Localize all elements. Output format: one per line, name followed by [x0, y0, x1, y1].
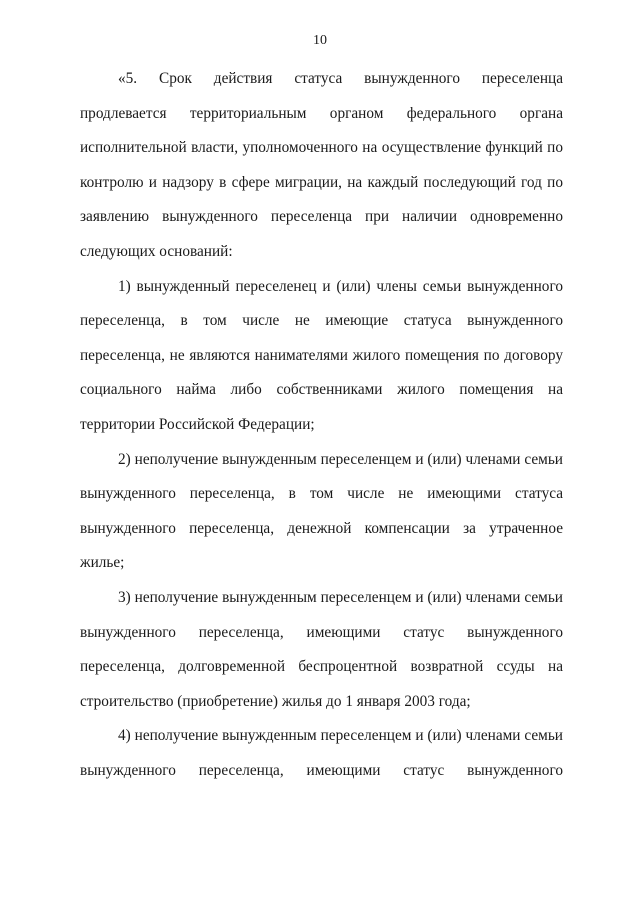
paragraph-item-4: 4) неполучение вынужденным переселенцем и (или) членами семьи вынужденного переселенца, имеющими статус вынужденного [80, 727, 563, 779]
page-number: 10 [313, 33, 327, 48]
document-body [80, 62, 563, 788]
paragraph-item-3: 3) неполучение вынужденным переселенцем и (или) членами семьи вынужденного переселенца, имеющими статус вынужденного переселенца, долговременной беспроцентной возвратной ссуды на строительство (приобретение) жилья до 1 января 2003 года; [80, 588, 563, 710]
paragraph-item-1: 1) вынужденный переселенец и (или) члены семьи вынужденного переселенца, в том числе не имеющие статуса вынужденного переселенца, не являются нанимателями жилого помещения по договору социального найма либо собственниками жилого помещения на территории Российской Федерации; [80, 277, 563, 433]
paragraph-item-2: 2) неполучение вынужденным переселенцем и (или) членами семьи вынужденного переселенца, в том числе не имеющими статуса вынужденного переселенца, денежной компенсации за утраченное жилье; [80, 450, 563, 572]
paragraph-5-intro: «5. Срок действия статуса вынужденного переселенца продлевается территориальным органом федерального органа исполнительной власти, уполномоченного на осуществление функций по контролю и надзору в сфере миграции, на каждый последующий год по заявлению вынужденного переселенца при наличии одновременно следующих оснований: [80, 70, 563, 260]
